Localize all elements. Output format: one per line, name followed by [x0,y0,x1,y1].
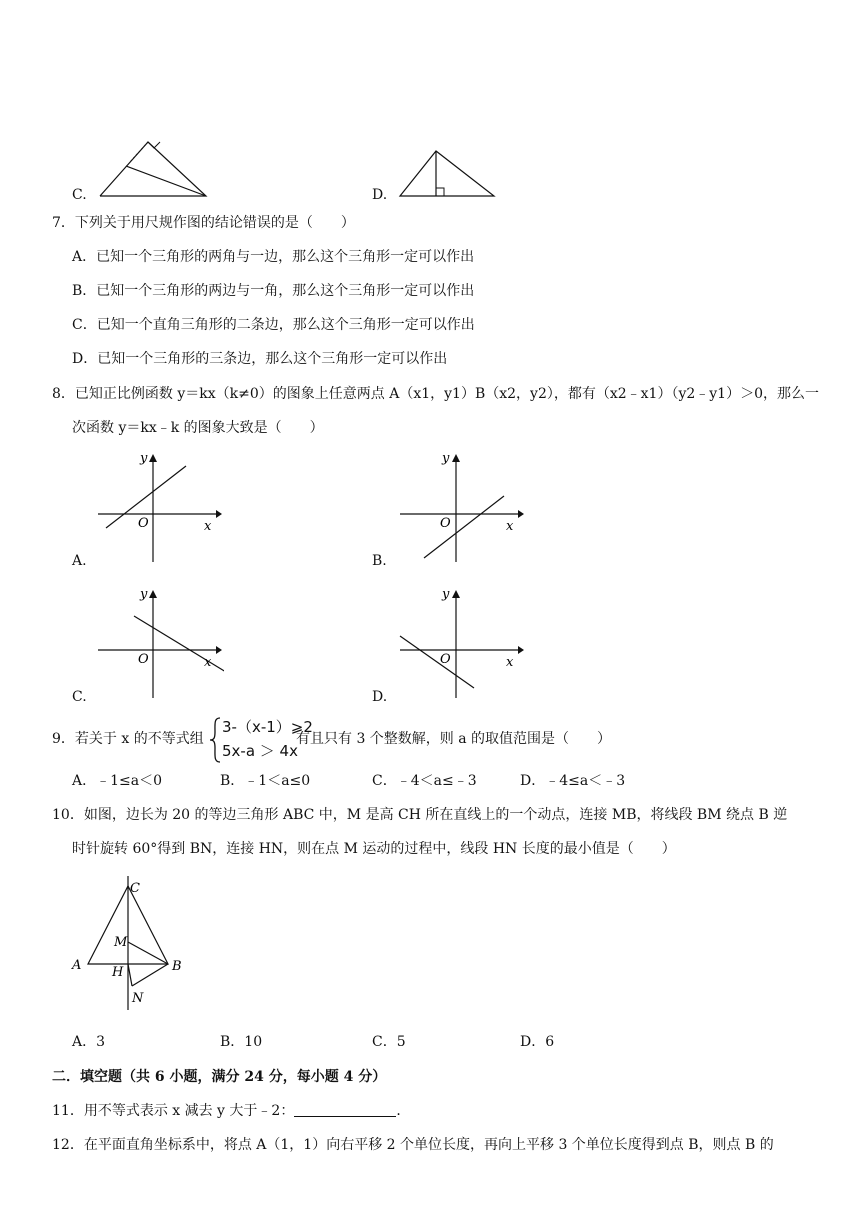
q8-option-b-label: B. [372,553,387,569]
q8-option-d-label: D. [372,689,388,705]
q11-answer-blank[interactable] [294,1102,396,1117]
x-label: x [506,519,514,534]
q11-text: 11．用不等式表示 x 减去 y 大于﹣2： [52,1103,295,1119]
triangle-outline [100,142,206,196]
y-axis-arrow [452,454,460,462]
segment-bn [132,964,168,986]
x-axis-arrow [216,646,222,654]
label-b: B [172,959,182,974]
label-c: C [130,881,140,896]
q10-stem-line1: 10．如图，边长为 20 的等边三角形 ABC 中，M 是高 CH 所在直线上的一个动点，连接 MB，将线段 BM 绕点 B 逆 [52,807,788,823]
y-axis-arrow [452,590,460,598]
q8-graph-b [396,452,526,564]
q8-graph-c [94,588,224,700]
x-axis-arrow [518,510,524,518]
q10-figure [68,874,198,1014]
function-line [400,636,474,688]
x-label: x [506,655,514,670]
segment-hn [128,964,132,986]
function-line [424,496,504,558]
origin-label: O [440,652,451,667]
q10-option-c: C．5 [372,1034,406,1050]
q8-option-c-label: C. [72,689,87,705]
label-m: M [114,935,128,950]
inner-segment [126,166,206,196]
q11-end: ． [396,1103,411,1119]
x-axis-arrow [518,646,524,654]
x-label: x [204,519,212,534]
q6-option-d-label: D. [372,187,388,203]
q6-option-d-figure [398,148,498,200]
triangle-outline [400,151,494,196]
q9-option-b: B．﹣1＜a≤0 [220,773,311,789]
q9-option-c: C．﹣4＜a≤﹣3 [372,773,477,789]
origin-label: O [440,516,451,531]
q10-option-b: B．10 [220,1034,263,1050]
q8-graph-a [94,452,224,564]
q9-prefix: 9．若关于 x 的不等式组 [52,731,204,747]
q7-option-c: C．已知一个直角三角形的二条边，那么这个三角形一定可以作出 [72,317,475,333]
y-label: y [442,452,450,466]
section-title-fill-in: 二．填空题（共 6 小题，满分 24 分，每小题 4 分） [52,1069,387,1085]
q8-stem-line2: 次函数 y＝kx﹣k 的图象大致是（ ） [72,420,324,436]
y-label: y [442,588,450,602]
q9-option-a: A．﹣1≤a＜0 [72,773,163,789]
q10-option-d: D．6 [520,1034,555,1050]
q11-line [52,1101,410,1121]
label-n: N [132,991,144,1006]
q7-option-a: A．已知一个三角形的两角与一边，那么这个三角形一定可以作出 [72,249,475,265]
x-label: x [204,655,212,670]
q7-option-b: B．已知一个三角形的两边与一角，那么这个三角形一定可以作出 [72,283,475,299]
q6-option-c-figure [96,136,212,200]
y-axis-arrow [149,454,157,462]
label-a: A [72,958,82,973]
y-label: y [140,588,148,602]
right-angle-mark [436,188,444,196]
origin-label: O [138,652,149,667]
q7-option-d: D．已知一个三角形的三条边，那么这个三角形一定可以作出 [72,351,448,367]
q10-option-a: A．3 [72,1034,106,1050]
q9-suffix: 有且只有 3 个整数解，则 a 的取值范围是（ ） [296,731,612,747]
q8-option-a-label: A. [72,553,87,569]
q7-stem: 7．下列关于用尺规作图的结论错误的是（ ） [52,215,355,231]
y-axis-arrow [149,590,157,598]
x-axis-arrow [216,510,222,518]
q9-inequality-2: 5x-a ＞ 4x [222,742,298,760]
origin-label: O [138,516,149,531]
q8-graph-d [396,588,526,700]
brace-icon [208,716,222,764]
q6-option-c-label: C. [72,187,87,203]
q10-stem-line2: 时针旋转 60°得到 BN，连接 HN，则在点 M 运动的过程中，线段 HN 长度的最小值是（ ） [72,841,676,857]
q8-stem-line1: 8．已知正比例函数 y＝kx（k≠0）的图象上任意两点 A（x1，y1）B（x2，y2），都有（x2﹣x1）（y2﹣y1）＞0，那么一 [52,386,819,402]
y-label: y [140,452,148,466]
q9-inequality-1: 3-（x-1）⩾2 [222,718,313,736]
q9-option-d: D．﹣4≤a＜﹣3 [520,773,626,789]
label-h: H [112,965,124,980]
q12-text: 12．在平面直角坐标系中，将点 A（1，1）向右平移 2 个单位长度，再向上平移 3 个单位长度得到点 B，则点 B 的 [52,1137,774,1153]
